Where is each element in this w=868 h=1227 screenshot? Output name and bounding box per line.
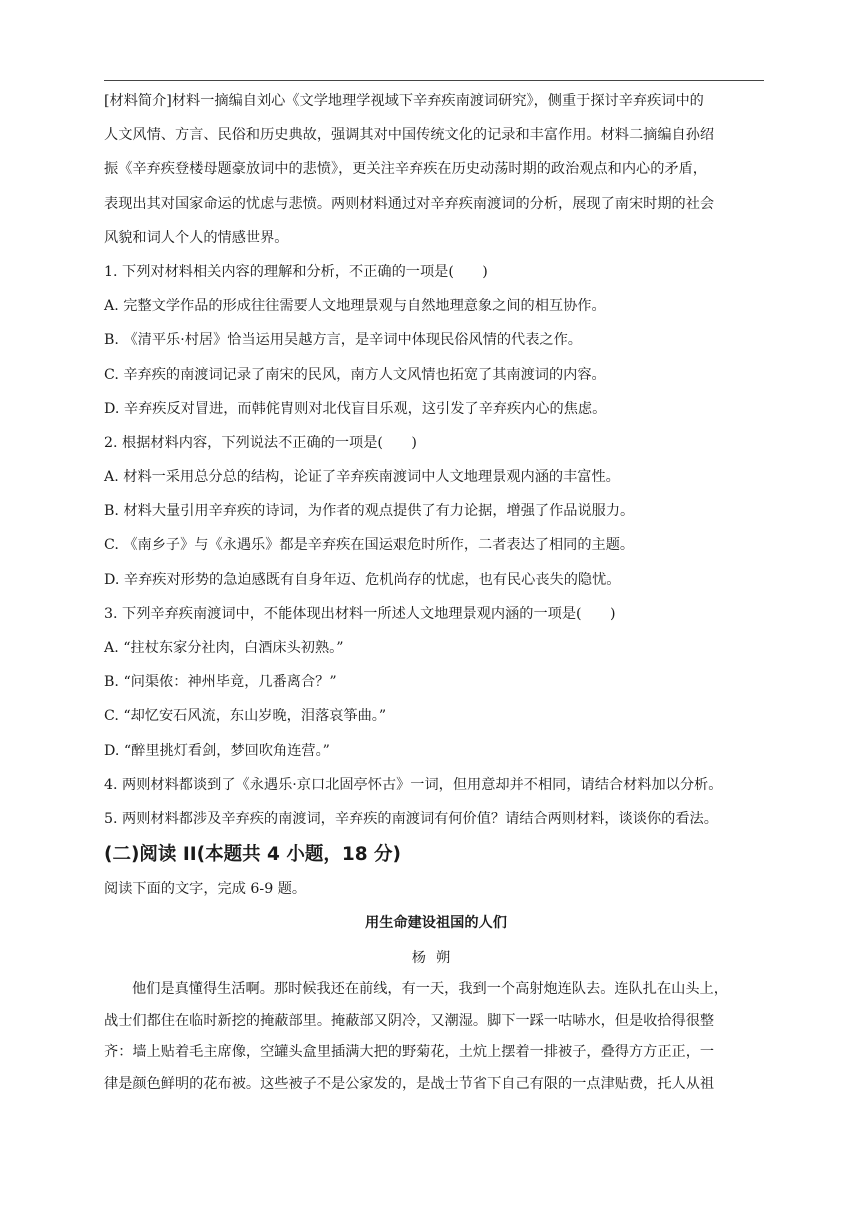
reading-instruction: 阅读下面的文字，完成 6-9 题。 [104, 881, 307, 898]
article-line: 他们是真懂得生活啊。那时候我还在前线，有一天，我到一个高射炮连队去。连队扎在山头上， [132, 981, 728, 998]
document-content [104, 84, 768, 1100]
header-rule [104, 80, 764, 81]
option-b: B. “问渠侬：神州毕竟，几番离合？” [104, 674, 337, 691]
intro-line: 振《辛弃疾登楼母题豪放词中的悲愤》，更关注辛弃疾在历史动荡时期的政治观点和内心的矛盾， [104, 161, 707, 178]
intro-line: 风貌和词人个人的情感世界。 [104, 229, 289, 246]
intro-line: [材料简介]材料一摘编自刘心《文学地理学视域下辛弃疾南渡词研究》，侧重于探讨辛弃疾词中的 [104, 93, 704, 109]
option-c: C. 辛弃疾的南渡词记录了南宋的民风，南方人文风情也拓宽了其南渡词的内容。 [104, 366, 606, 383]
option-d: D. 辛弃疾反对冒进，而韩侂胄则对北伐盲目乐观，这引发了辛弃疾内心的焦虑。 [104, 400, 607, 417]
question-stem: 2. 根据材料内容，下列说法不正确的一项是( ) [104, 434, 417, 451]
option-d: D. 辛弃疾对形势的急迫感既有自身年迈、危机尚存的忧虑，也有民心丧失的隐忧。 [104, 571, 621, 588]
material-intro [104, 84, 768, 255]
article-author: 杨朔 [411, 950, 461, 967]
option-a: A. 材料一采用总分总的结构，论证了辛弃疾南渡词中人文地理景观内涵的丰富性。 [104, 469, 620, 486]
article-title: 用生命建设祖国的人们 [365, 915, 507, 932]
question-stem: 1. 下列对材料相关内容的理解和分析，不正确的一项是( ) [104, 263, 488, 280]
question-1 [104, 255, 768, 426]
intro-line: 人文风情、方言、民俗和历史典故，强调其对中国传统文化的记录和丰富作用。材料二摘编自孙绍 [104, 127, 715, 144]
option-a: A. 完整文学作品的形成往往需要人文地理景观与自然地理意象之间的相互协作。 [104, 298, 606, 315]
option-a: A. “拄杖东家分社肉，白酒床头初熟。” [104, 640, 344, 656]
intro-line: 表现出其对国家命运的忧虑与悲愤。两则材料通过对辛弃疾南渡词的分析，展现了南宋时期的社会 [104, 195, 715, 212]
option-d: D. “醉里挑灯看剑，梦回吹角连营。” [104, 742, 330, 759]
section-heading: (二)阅读 II(本题共 4 小题，18 分) [104, 844, 401, 866]
article-line: 齐：墙上贴着毛主席像，空罐头盒里插满大把的野菊花，土炕上摆着一排被子，叠得方方正正，一 [104, 1044, 715, 1061]
question-stem: 3. 下列辛弃疾南渡词中，不能体现出材料一所述人文地理景观内涵的一项是( ) [104, 605, 616, 622]
question-3 [104, 597, 768, 768]
article-line: 律是颜色鲜明的花布被。这些被子不是公家发的，是战士节省下自己有限的一点津贴费，托人从祖 [104, 1075, 715, 1092]
option-b: B. 材料大量引用辛弃疾的诗词，为作者的观点提供了有力论据，增强了作品说服力。 [104, 503, 635, 520]
article-line: 战士们都住在临时新挖的掩蔽部里。掩蔽部又阴冷，又潮湿。脚下一踩一咕哧水，但是收拾得很整 [104, 1012, 715, 1029]
question-2 [104, 426, 768, 597]
question-4: 4. 两则材料都谈到了《永遇乐·京口北固亭怀古》一词，但用意却并不相同，请结合材料加以分析。 [104, 776, 723, 793]
option-c: C. 《南乡子》与《永遇乐》都是辛弃疾在国运艰危时所作，二者表达了相同的主题。 [104, 537, 635, 554]
question-5: 5. 两则材料都涉及辛弃疾的南渡词，辛弃疾的南渡词有何价值？请结合两则材料，谈谈你的看法。 [104, 810, 718, 827]
article-paragraph [104, 974, 768, 1100]
option-b: B. 《清平乐·村居》恰当运用吴越方言，是辛词中体现民俗风情的代表之作。 [104, 332, 582, 349]
option-c: C. “却忆安石风流，东山岁晚，泪落哀筝曲。” [104, 708, 387, 725]
